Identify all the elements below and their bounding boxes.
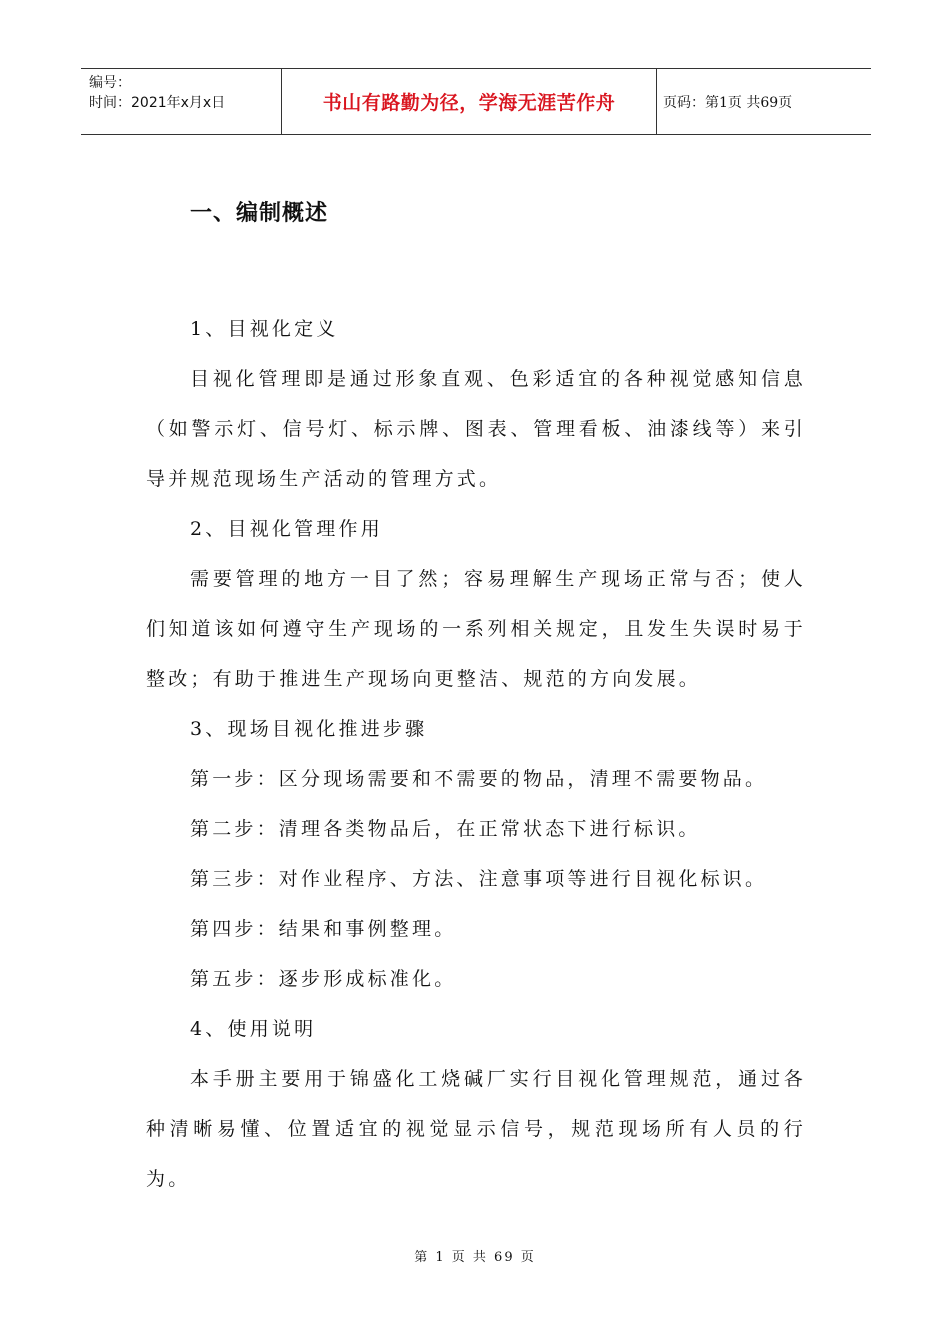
paragraph-usage: 本手册主要用于锦盛化工烧碱厂实行目视化管理规范，通过各种清晰易懂、位置适宜的视觉显示信号，规范现场所有人员的行为。 <box>146 1068 806 1190</box>
heading-definition: 1、目视化定义 <box>190 318 339 340</box>
heading-steps: 3、现场目视化推进步骤 <box>190 718 428 740</box>
document-date-label: 时间：2021年x月x日 <box>89 95 226 111</box>
step-1: 第一步：区分现场需要和不需要的物品，清理不需要物品。 <box>190 768 768 790</box>
step-2: 第二步：清理各类物品后，在正常状态下进行标识。 <box>190 818 701 840</box>
paragraph-purpose: 需要管理的地方一目了然；容易理解生产现场正常与否；使人们知道该如何遵守生产现场的一系列相关规定，且发生失误时易于整改；有助于推进生产现场向更整洁、规范的方向发展。 <box>146 568 806 690</box>
step-5: 第五步：逐步形成标准化。 <box>190 968 457 990</box>
heading-usage: 4、使用说明 <box>190 1018 317 1040</box>
page-footer: 第 1 页 共 69 页 <box>414 1250 536 1265</box>
step-4: 第四步：结果和事例整理。 <box>190 918 457 940</box>
header-page-code: 页码：第1页 共69页 <box>663 94 793 111</box>
step-3: 第三步：对作业程序、方法、注意事项等进行目视化标识。 <box>190 868 768 890</box>
paragraph-definition: 目视化管理即是通过形象直观、色彩适宜的各种视觉感知信息（如警示灯、信号灯、标示牌、图表、管理看板、油漆线等）来引导并规范现场生产活动的管理方式。 <box>146 368 806 490</box>
header-motto: 书山有路勤为径，学海无涯苦作舟 <box>282 69 657 134</box>
document-body <box>146 304 806 1204</box>
document-header <box>81 68 871 135</box>
section-title: 一、编制概述 <box>190 201 329 226</box>
document-number-label: 编号： <box>89 75 131 91</box>
header-meta-cell <box>81 69 282 134</box>
heading-purpose: 2、目视化管理作用 <box>190 518 383 540</box>
